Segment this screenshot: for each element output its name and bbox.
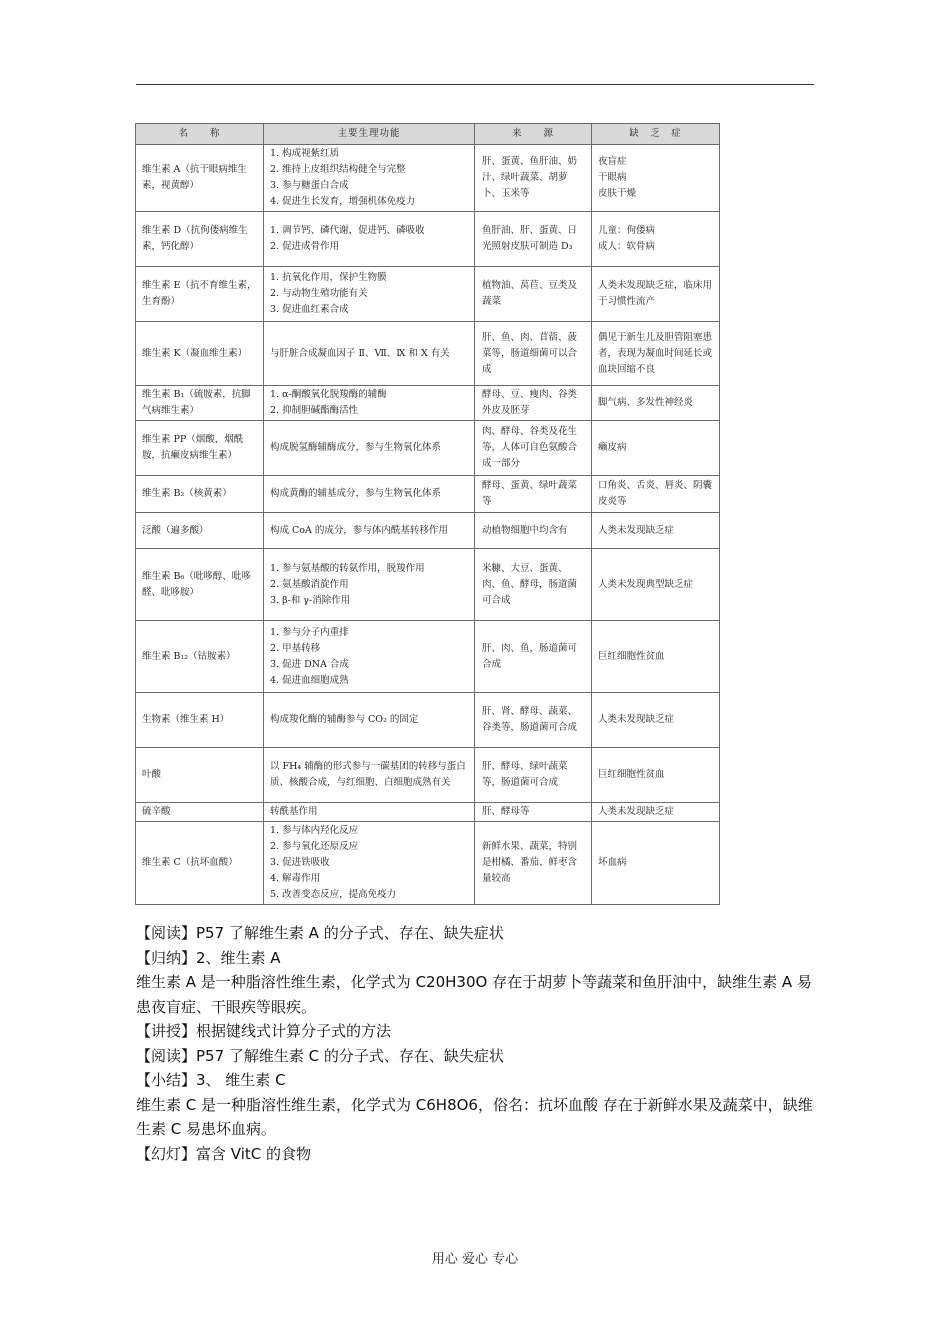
function-cell — [264, 549, 475, 621]
body-text — [136, 921, 818, 1166]
function-line: 构成黄酶的辅基成分，参与生物氧化体系 — [270, 488, 442, 499]
function-line: 4. 促进生长发育，增强机体免疫力 — [270, 196, 416, 207]
source-cell: 植物油、莴苣、豆类及蔬菜 — [475, 267, 592, 322]
deficiency-line: 癞皮病 — [598, 442, 627, 453]
function-cell — [264, 322, 475, 386]
deficiency-line: 夜盲症 — [598, 156, 627, 167]
deficiency-cell — [592, 513, 720, 549]
deficiency-cell — [592, 549, 720, 621]
function-line: 2. 与动物生殖功能有关 — [270, 288, 368, 299]
function-line: 1. 调节钙、磷代谢，促进钙、磷吸收 — [270, 225, 425, 236]
vitamin-name: 生物素（维生素 H） — [136, 693, 264, 748]
deficiency-cell — [592, 386, 720, 421]
header-function: 主要生理功能 — [264, 124, 475, 145]
deficiency-line: 人类未发现缺乏症 — [598, 806, 675, 817]
header-deficiency: 缺 乏 症 — [592, 124, 720, 145]
function-line: 2. 抑制胆碱酯酶活性 — [270, 405, 359, 416]
table-row — [136, 322, 720, 386]
function-line: 2. 氨基酸消旋作用 — [270, 578, 349, 590]
vitamin-table — [135, 123, 720, 905]
table-row — [136, 476, 720, 513]
vitamin-name: 维生素 D（抗佝偻病维生素，钙化醇） — [136, 212, 264, 267]
source-cell: 肝、肾、酵母、蔬菜、谷类等，肠道菌可合成 — [475, 693, 592, 748]
deficiency-cell — [592, 145, 720, 212]
function-line: 2. 参与氧化还原反应 — [270, 841, 359, 852]
table-row — [136, 421, 720, 476]
deficiency-cell — [592, 803, 720, 822]
deficiency-line: 人类未发现缺乏症 — [598, 524, 675, 536]
deficiency-line: 人类未发现缺乏症 — [598, 714, 675, 725]
header-rule — [136, 84, 814, 85]
paragraph: 【幻灯】富含 VitC 的食物 — [136, 1144, 311, 1163]
table-row — [136, 693, 720, 748]
vitamin-name: 维生素 B₂（核黄素） — [136, 476, 264, 513]
function-cell — [264, 267, 475, 322]
source-cell: 肝、鱼、肉、苜蓿、菠菜等，肠道细菌可以合成 — [475, 322, 592, 386]
table-row — [136, 145, 720, 212]
function-line: 构成羧化酶的辅酶参与 CO₂ 的固定 — [270, 714, 419, 725]
table-row — [136, 212, 720, 267]
source-cell: 米糠、大豆、蛋黄、肉、鱼、酵母，肠道菌可合成 — [475, 549, 592, 621]
table-body — [136, 145, 720, 905]
deficiency-line: 脚气病、多发性神经炎 — [598, 397, 694, 408]
function-line: 1. 参与氨基酸的转氨作用，脱羧作用 — [270, 562, 425, 574]
function-line: 1. 参与体内羟化反应 — [270, 825, 359, 836]
function-cell — [264, 421, 475, 476]
header-source: 来 源 — [475, 124, 592, 145]
function-cell — [264, 822, 475, 905]
function-line: 3. β-和 γ-消除作用 — [270, 594, 351, 606]
function-line: 1. α-酮酸氧化脱羧酶的辅酶 — [270, 389, 387, 400]
paragraph: 【阅读】P57 了解维生素 C 的分子式、存在、缺失症状 — [136, 1046, 504, 1065]
table-row — [136, 748, 720, 803]
source-cell: 肝、酵母等 — [475, 803, 592, 822]
function-cell — [264, 621, 475, 693]
table-row — [136, 549, 720, 621]
deficiency-cell — [592, 421, 720, 476]
source-cell: 鱼肝油、肝、蛋黄、日光照射皮肤可制造 D₃ — [475, 212, 592, 267]
vitamin-name: 维生素 E（抗不育维生素，生育酚） — [136, 267, 264, 322]
vitamin-name: 维生素 A（抗干眼病维生素，视黄醇） — [136, 145, 264, 212]
function-line: 4. 解毒作用 — [270, 873, 321, 884]
deficiency-cell — [592, 267, 720, 322]
function-line: 1. 参与分子内重排 — [270, 626, 349, 638]
deficiency-line: 儿童：佝偻病 — [598, 225, 656, 236]
function-cell — [264, 803, 475, 822]
paragraph: 维生素 A 是一种脂溶性维生素，化学式为 C20H30O 存在于胡萝卜等蔬菜和鱼肝油中，缺维生素 A 易患夜盲症、干眼疾等眼疾。 — [136, 973, 812, 1016]
paragraph: 维生素 C 是一种脂溶性维生素，化学式为 C6H8O6，俗名：抗坏血酸 存在于新鲜水果及蔬菜中，缺维生素 C 易患坏血病。 — [136, 1095, 813, 1138]
function-line: 2. 促进成骨作用 — [270, 241, 340, 252]
function-cell — [264, 693, 475, 748]
deficiency-cell — [592, 212, 720, 267]
table-row — [136, 513, 720, 549]
function-line: 以 FH₄ 辅酶的形式参与一碳基团的转移与蛋白质、核酸合成，与红细胞、白细胞成熟有关 — [270, 761, 466, 788]
function-line: 1. 构成视紫红质 — [270, 148, 340, 159]
deficiency-cell — [592, 322, 720, 386]
function-line: 2. 甲基转移 — [270, 642, 321, 654]
function-line: 3. 促进血红素合成 — [270, 304, 349, 315]
function-line: 3. 参与糖蛋白合成 — [270, 180, 349, 191]
table-header-row — [136, 124, 720, 145]
function-cell — [264, 386, 475, 421]
deficiency-line: 干眼病 — [598, 172, 627, 183]
deficiency-line: 偶见于新生儿及胆管阻塞患者，表现为凝血时间延长或血块回缩不良 — [598, 331, 713, 375]
deficiency-cell — [592, 476, 720, 513]
vitamin-name: 维生素 B₁（硫胺素，抗脚气病维生素） — [136, 386, 264, 421]
function-line: 4. 促进血细胞成熟 — [270, 674, 349, 686]
function-line: 1. 抗氧化作用，保护生物膜 — [270, 272, 387, 283]
function-line: 转酰基作用 — [270, 806, 318, 817]
deficiency-line: 坏血病 — [598, 857, 627, 868]
vitamin-name: 维生素 K（凝血维生素） — [136, 322, 264, 386]
deficiency-line: 巨红细胞性贫血 — [598, 650, 665, 662]
deficiency-line: 人类未发现典型缺乏症 — [598, 578, 694, 590]
function-line: 5. 改善变态反应，提高免疫力 — [270, 889, 397, 900]
source-cell: 肝、蛋黄、鱼肝油、奶汁、绿叶蔬菜、胡萝卜、玉米等 — [475, 145, 592, 212]
deficiency-line: 皮肤干燥 — [598, 188, 637, 199]
table-row — [136, 803, 720, 822]
paragraph: 【讲授】根据键线式计算分子式的方法 — [136, 1022, 392, 1040]
vitamin-name: 维生素 C（抗坏血酸） — [136, 822, 264, 905]
source-cell: 酵母、豆、瘦肉、谷类外皮及胚芽 — [475, 386, 592, 421]
function-line: 2. 维持上皮组织结构健全与完整 — [270, 164, 406, 175]
source-cell: 酵母、蛋黄、绿叶蔬菜等 — [475, 476, 592, 513]
source-cell: 肉、酵母、谷类及花生等，人体可自色氨酸合成一部分 — [475, 421, 592, 476]
table-row — [136, 621, 720, 693]
function-line: 与肝脏合成凝血因子 Ⅱ、Ⅶ、Ⅸ 和 Ⅹ 有关 — [270, 347, 450, 359]
table-row — [136, 267, 720, 322]
function-cell — [264, 212, 475, 267]
vitamin-name: 硫辛酸 — [136, 803, 264, 822]
vitamin-name: 维生素 PP（烟酸，烟酰胺，抗癞皮病维生素） — [136, 421, 264, 476]
deficiency-line: 口角炎、舌炎、唇炎、阴囊皮炎等 — [598, 480, 713, 507]
vitamin-name: 泛酸（遍多酸） — [136, 513, 264, 549]
deficiency-cell — [592, 621, 720, 693]
header-name: 名 称 — [136, 124, 264, 145]
source-cell: 动植物细胞中均含有 — [475, 513, 592, 549]
paragraph: 【小结】3、 维生素 C — [136, 1071, 286, 1089]
paragraph: 【归纳】2、维生素 A — [136, 948, 281, 967]
function-cell — [264, 145, 475, 212]
source-cell: 新鲜水果、蔬菜，特别是柑橘、番茄、鲜枣含量较高 — [475, 822, 592, 905]
page-footer: 用心 爱心 专心 — [431, 1252, 519, 1267]
deficiency-line: 成人：软骨病 — [598, 241, 656, 252]
source-cell: 肝、肉、鱼，肠道菌可合成 — [475, 621, 592, 693]
vitamin-name: 维生素 B₁₂（钴胺素） — [136, 621, 264, 693]
table-row — [136, 386, 720, 421]
deficiency-cell — [592, 822, 720, 905]
function-line: 3. 促进铁吸收 — [270, 857, 330, 868]
vitamin-name: 叶酸 — [136, 748, 264, 803]
deficiency-cell — [592, 693, 720, 748]
table-row — [136, 822, 720, 905]
function-line: 构成 CoA 的成分，参与体内酰基转移作用 — [270, 524, 448, 536]
function-line: 构成脱氢酶辅酶成分，参与生物氧化体系 — [270, 442, 442, 453]
deficiency-line: 人类未发现缺乏症，临床用于习惯性流产 — [598, 280, 713, 307]
function-line: 3. 促进 DNA 合成 — [270, 658, 349, 670]
function-cell — [264, 476, 475, 513]
function-cell — [264, 513, 475, 549]
deficiency-cell — [592, 748, 720, 803]
source-cell: 肝、酵母、绿叶蔬菜等，肠道菌可合成 — [475, 748, 592, 803]
function-cell — [264, 748, 475, 803]
paragraph: 【阅读】P57 了解维生素 A 的分子式、存在、缺失症状 — [136, 924, 504, 942]
vitamin-name: 维生素 B₆（吡哆醇、吡哆醛、吡哆胺） — [136, 549, 264, 621]
deficiency-line: 巨红细胞性贫血 — [598, 769, 665, 780]
